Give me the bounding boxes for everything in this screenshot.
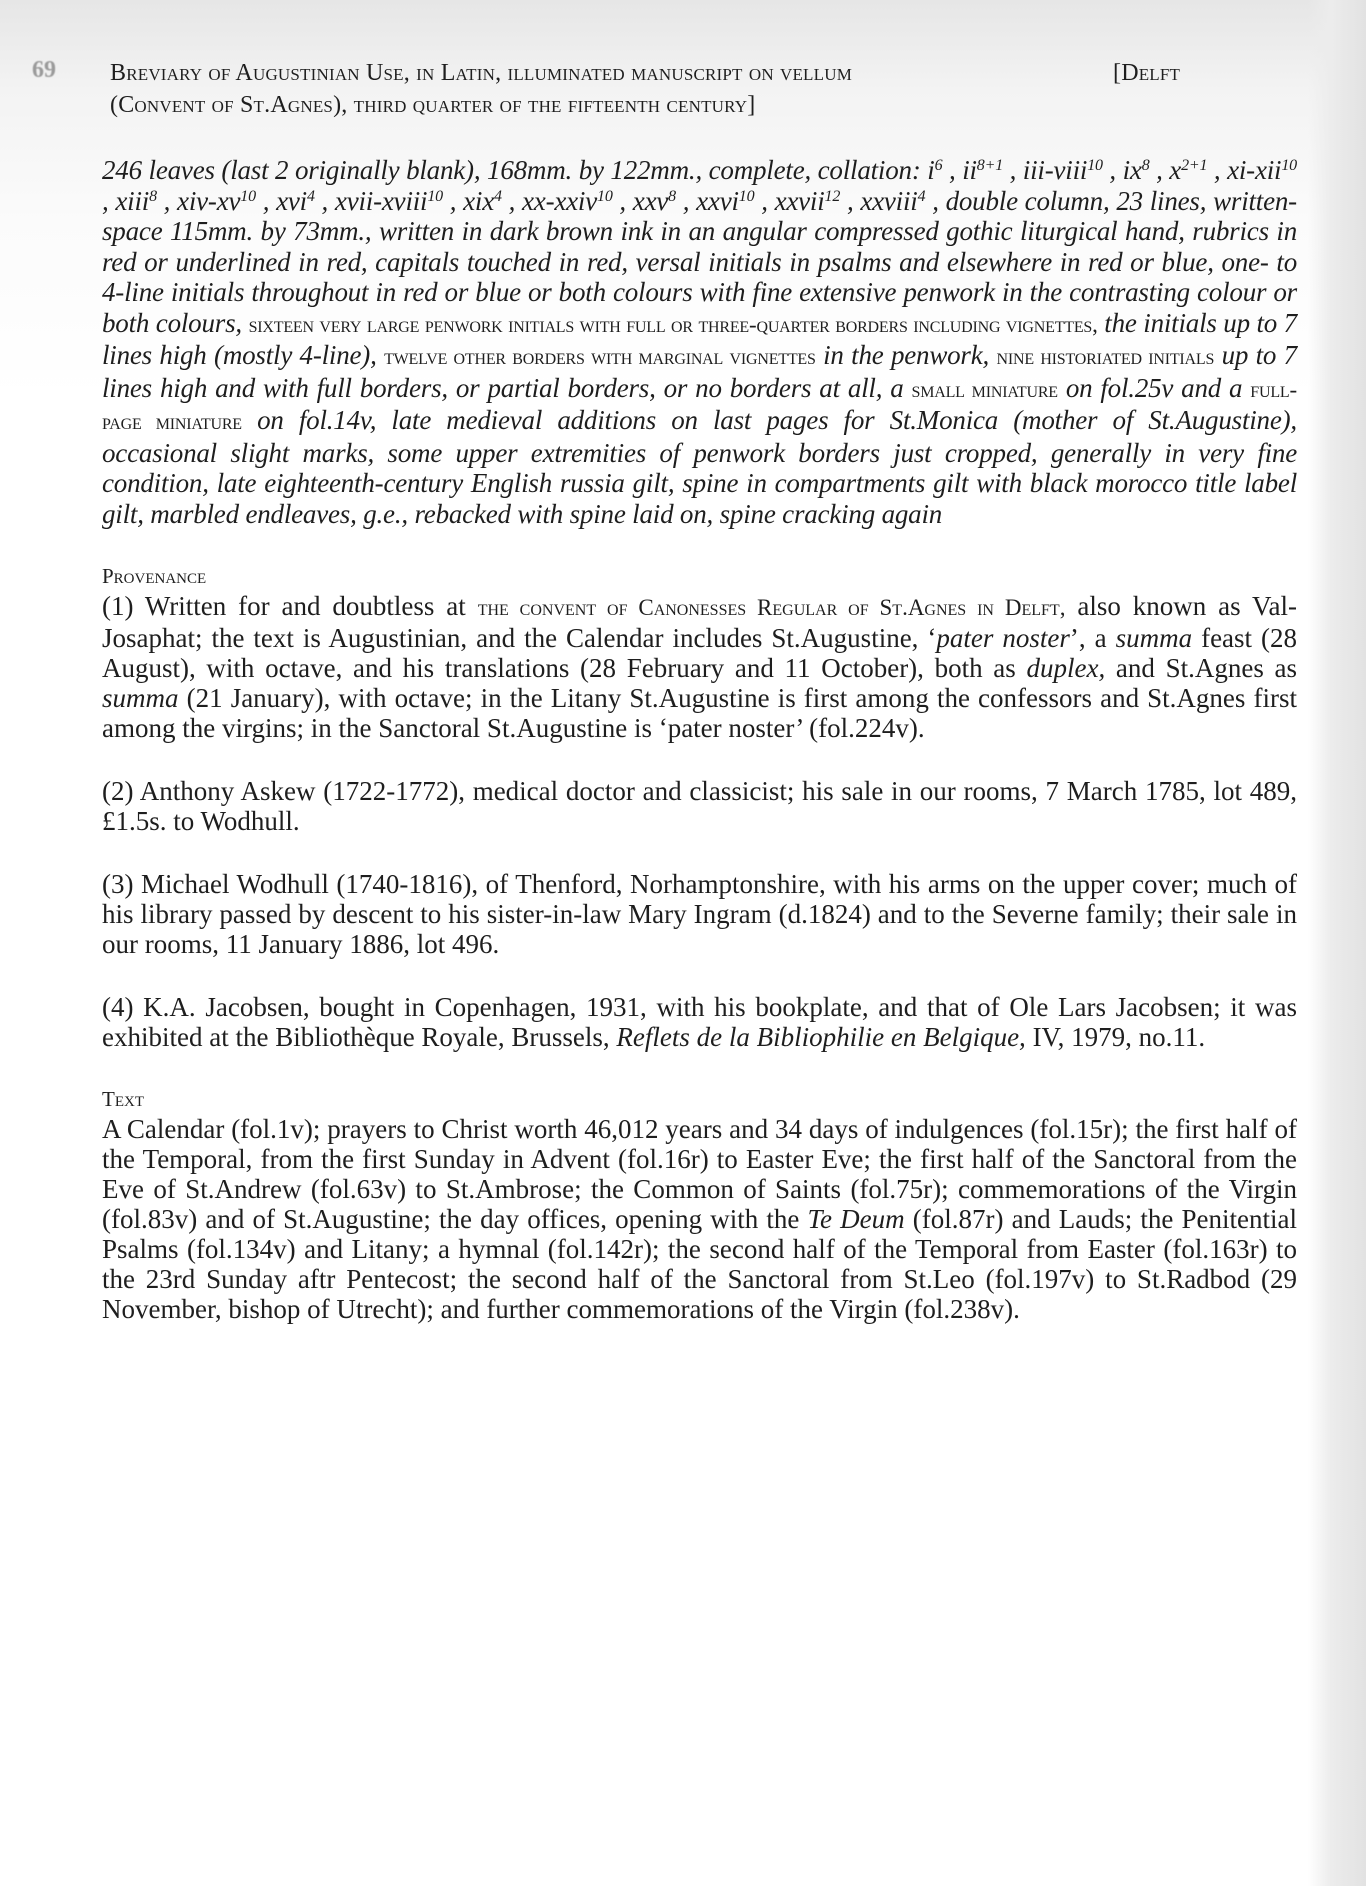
collation-leaf-count: 10 xyxy=(738,187,755,205)
text-contents xyxy=(102,1114,1297,1324)
description-text-5: on fol.25v and a xyxy=(1065,372,1243,403)
text-section xyxy=(102,1114,1297,1324)
collation-quire: $ii^{8+1}$ xyxy=(962,155,1003,185)
collation-leaf-count: 8+1 xyxy=(976,157,1003,175)
prov1-italic-1: pater noster xyxy=(936,623,1070,653)
prov1-text-f: (21 January), with octave; in the Litany St.Augustine is first among the confessors and St.Agnes first among the virgins; in the Sanctoral St.Augustine is ‘pater noster’ (fol.224v). xyxy=(102,683,1298,743)
provenance-entry-4 xyxy=(102,992,1297,1052)
prov1-italic-2: summa xyxy=(1115,623,1193,653)
prov4-exhibition-title: Reflets de la Bibliophilie en Belgique, xyxy=(616,1022,1026,1052)
collation-leaf-count: 6 xyxy=(934,157,943,175)
description-intro: 246 leaves (last 2 originally blank), 168mm. by 122mm., complete, collation: xyxy=(102,155,921,185)
collation-quire: xvi$^4$ xyxy=(276,185,315,216)
collation-formula: $i^6$ , $ii^{8+1}$ , iii-viii$^{10}$ , $ix^8$ , $x^{2+1}$ , xi-xii$^{10}$ , xiii$^8$ , xiv-$xv^{10}$ , xvi$^4$ , xvii-xviii$^{10}$ , xix$^4$ , xx-xxiv$^{10}$ , xxv$^8$ , xxvi$^{10}$ , xxvii$^{12}$ , xxviii$^4$ , xyxy=(102,155,1297,216)
collation-quire: xiv-$xv^{10}$ xyxy=(177,185,256,216)
provenance-entry-1 xyxy=(102,591,1297,743)
collation-leaf-count: 10 xyxy=(1281,157,1297,175)
collation-leaf-count: 10 xyxy=(240,187,256,205)
lot-title xyxy=(110,57,1220,121)
prov1-text-a: (1) Written for and doubtless at xyxy=(102,591,466,621)
prov1-italic-4: summa xyxy=(102,683,179,713)
description-smallcaps-2: twelve other borders with marginal vignettes xyxy=(384,344,816,369)
collation-quire: xi-xii$^{10}$ xyxy=(1227,155,1297,185)
collation-leaf-count: 4 xyxy=(917,187,926,205)
description-smallcaps-1: sixteen very large penwork initials with full or three-quarter borders including vignettes, xyxy=(248,311,1098,337)
physical-description xyxy=(102,155,1297,529)
description-text-4: up to 7 lines high and with full borders, or partial borders, or no borders at all, a xyxy=(102,340,1297,403)
text-part-b: (fol.87r) and Lauds; the Penitential Psalms (fol.134v) and Litany; a hymnal (fol.142r); the second half of the Temporal from Easter (fol.163r) to the 23rd Sunday aftr Pentecost; the second half of the Sanctoral from St.Leo (fol.197v) to St.Radbod (29 November, bishop of Utrecht); and further commemorations of the Virgin (fol.238v). xyxy=(102,1204,1297,1324)
collation-leaf-count: 12 xyxy=(824,187,841,205)
collation-quire: $x^{2+1}$ xyxy=(1169,155,1208,185)
collation-quire: xxvi$^{10}$ xyxy=(696,185,755,216)
prov4-text-b: IV, 1979, no.11. xyxy=(1032,1022,1206,1052)
page-edge-shadow xyxy=(1308,0,1366,1886)
text-part-a: A Calendar (fol.1v); prayers to Christ worth 46,012 years and 34 days of indulgences (fol.15r); the first half of the Temporal, from the first Sunday in Advent (fol.16r) to Easter Eve; the first half of the Sanctoral from the Eve of St.Andrew (fol.63v) to St.Ambrose; the Common of Saints (fol.75r); commemorations of the Virgin (fol.83v) and of St.Augustine; the day offices, opening with the xyxy=(102,1114,1297,1234)
description-text-3: in the penwork, xyxy=(823,340,990,370)
collation-leaf-count: 2+1 xyxy=(1181,157,1208,175)
collation-leaf-count: 4 xyxy=(306,187,315,205)
prov1-text-c: ’, a xyxy=(1069,623,1107,653)
lot-number: 69 xyxy=(32,57,56,83)
collation-quire: xix$^4$ xyxy=(463,185,502,216)
collation-leaf-count: 8 xyxy=(668,187,676,205)
collation-leaf-count: 10 xyxy=(1087,157,1103,175)
description-smallcaps-3: nine historiated initials xyxy=(996,344,1215,369)
collation-quire: xiii$^8$ xyxy=(115,185,157,216)
description-text-6: on fol.14v, late medieval additions on last pages for St.Monica (mother of St.Augustine), occasional slight marks, some upper extremities of penwork borders just cropped, generally in very fine condition, late eighteenth-century English russia gilt, spine in compartments gilt with black morocco title label gilt, marbled endleaves, g.e., rebacked with spine laid on, spine cracking again xyxy=(102,405,1297,529)
provenance-heading: Provenance xyxy=(102,564,207,588)
provenance-section xyxy=(102,591,1297,1052)
collation-quire: $ix^8$ xyxy=(1122,155,1150,185)
prov1-italic-3: duplex, xyxy=(1026,653,1106,683)
description-smallcaps-4: small miniature xyxy=(911,376,1058,402)
collation-leaf-count: 8 xyxy=(1141,157,1150,175)
prov1-text-e: and St.Agnes as xyxy=(1115,653,1298,683)
provenance-entry-2: (2) Anthony Askew (1722-1772), medical doctor and classicist; his sale in our rooms, 7 March 1785, lot 489, £1.5s. to Wodhull. xyxy=(102,776,1297,836)
collation-quire: xxvii$^{12}$ xyxy=(774,185,841,216)
title-line-1: Breviary of Augustinian Use, in Latin, illuminated manuscript on vellum xyxy=(110,60,853,86)
description-smallcaps-5: full-page miniature xyxy=(102,376,1297,434)
prov1-text-b: also known as Val-Josaphat; the text is Augustinian, and the Calendar includes St.Augustine, ‘ xyxy=(102,591,1297,653)
collation-leaf-count: 10 xyxy=(597,187,613,205)
collation-quire: xxviii$^4$ xyxy=(860,185,926,216)
collation-quire: iii-viii$^{10}$ xyxy=(1022,155,1103,185)
prov4-text-a: (4) K.A. Jacobsen, bought in Copenhagen, 1931, with his bookplate, and that of Ole Lars Jacobsen; it was exhibited at the Bibliothèque Royale, Brussels, xyxy=(102,992,1297,1052)
title-place: [Delft xyxy=(1113,60,1181,86)
collation-quire: xvii-xviii$^{10}$ xyxy=(334,185,443,216)
collation-leaf-count: 10 xyxy=(427,187,443,205)
title-line-2: (Convent of St.Agnes), third quarter of the fifteenth century] xyxy=(110,92,756,118)
text-te-deum: Te Deum xyxy=(807,1204,905,1234)
collation-leaf-count: 8 xyxy=(149,187,157,205)
collation-quire: xx-xxiv$^{10}$ xyxy=(522,185,613,216)
collation-quire: $i^6$ xyxy=(927,155,943,185)
description-text-2: the initials up to 7 lines high (mostly 4-line), xyxy=(102,307,1297,370)
description-text-1: double column, 23 lines, written-space 115mm. by 73mm., written in dark brown ink in an angular compressed gothic liturgical hand, rubrics in red or underlined in red, capitals touched in red, versal initials in psalms and elsewhere in red or blue, one- to 4-line initials throughout in red or blue or both colours with fine extensive penwork in the contrasting colour or both colours, xyxy=(102,185,1297,338)
lot-content xyxy=(102,155,1297,1324)
prov1-text-d: feast (28 August), with octave, and his translations (28 February and 11 October), both as xyxy=(102,623,1298,683)
collation-quire: xxv$^8$ xyxy=(632,185,676,216)
collation-leaf-count: 4 xyxy=(494,187,502,205)
text-heading: Text xyxy=(102,1087,144,1111)
prov1-convent: the convent of Canonesses Regular of St.Agnes in Delft, xyxy=(477,595,1066,620)
provenance-entry-3: (3) Michael Wodhull (1740-1816), of Thenford, Norhamptonshire, with his arms on the upper cover; much of his library passed by descent to his sister-in-law Mary Ingram (d.1824) and to the Severne family; their sale in our rooms, 11 January 1886, lot 496. xyxy=(102,869,1297,959)
